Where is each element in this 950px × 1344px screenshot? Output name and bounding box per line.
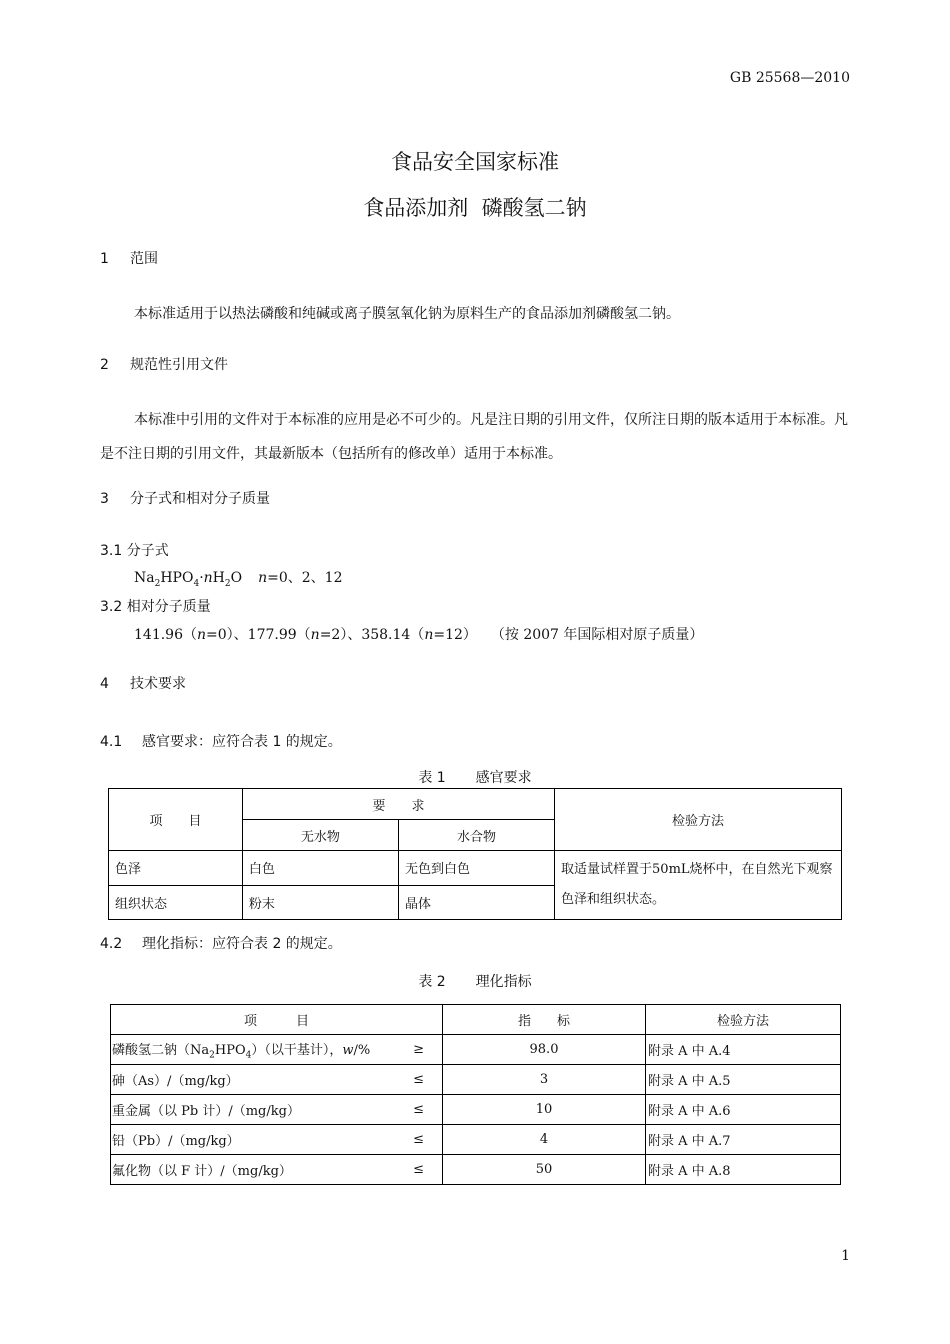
- cell-index: 4: [443, 1125, 646, 1155]
- header-requirement: 要 求: [242, 789, 554, 820]
- table-1-caption: [0, 767, 950, 787]
- cell-symbol: ≤: [378, 1065, 443, 1095]
- mass-part: n: [197, 627, 207, 643]
- item-part: HPO: [214, 1042, 246, 1058]
- standard-number: GB 25568—2010: [729, 70, 850, 86]
- section-1-heading: [100, 248, 158, 268]
- header-item: 项 目: [109, 789, 243, 851]
- mass-part: n: [310, 627, 320, 643]
- cell-symbol: ≥: [378, 1035, 443, 1065]
- cell-item: 氟化物（以 F 计）/（mg/kg）: [111, 1155, 379, 1185]
- caption-number: 表 1: [418, 770, 446, 786]
- cell-index: 50: [443, 1155, 646, 1185]
- header-hydrate: 水合物: [398, 820, 554, 851]
- caption-title: 理化指标: [475, 974, 532, 990]
- item-part: /%: [353, 1042, 371, 1058]
- molecular-mass: [134, 624, 703, 644]
- item-part: 磷酸氢二钠（Na: [112, 1042, 210, 1058]
- section-4-heading: [100, 673, 186, 693]
- cell-anhydrous: 粉末: [242, 885, 398, 920]
- cell-index: 10: [443, 1095, 646, 1125]
- section-title: 技术要求: [130, 676, 186, 692]
- cell-index: 3: [443, 1065, 646, 1095]
- item-part: ）（以干基计），: [251, 1042, 343, 1058]
- section-number: 4.1: [100, 734, 123, 750]
- cell-method: 附录 A 中 A.5: [646, 1065, 841, 1095]
- formula-condition: =0、2、12: [267, 570, 343, 586]
- cell-item: 色泽: [109, 851, 243, 886]
- formula-sub: 4: [193, 578, 200, 589]
- formula-part: ·: [199, 570, 204, 586]
- section-2-heading: [100, 354, 228, 374]
- section-number: 3.2: [100, 599, 123, 615]
- header-index: 指 标: [443, 1005, 646, 1035]
- cell-index: 98.0: [443, 1035, 646, 1065]
- mass-note: （按 2007 年国际相对原子质量）: [490, 627, 704, 643]
- section-number: 3: [100, 491, 109, 507]
- table-2-caption: [0, 971, 950, 991]
- table-row: [109, 851, 842, 886]
- section-4-1-text: [100, 731, 342, 751]
- formula-condition: n: [258, 570, 268, 586]
- section-3-heading: [100, 488, 270, 508]
- section-title: 分子式: [126, 543, 169, 559]
- cell-item: 铅（Pb）/（mg/kg）: [111, 1125, 379, 1155]
- cell-item: 组织状态: [109, 885, 243, 920]
- section-number: 2: [100, 357, 109, 373]
- header-method: 检验方法: [555, 789, 842, 851]
- formula-part: HPO: [160, 570, 194, 586]
- table-1-sensory: [108, 788, 842, 920]
- section-3-1-heading: [100, 540, 169, 560]
- cell-method: 附录 A 中 A.4: [646, 1035, 841, 1065]
- cell-method: 附录 A 中 A.8: [646, 1155, 841, 1185]
- table-2-physicochemical: [110, 1004, 841, 1185]
- header-item: 项 目: [111, 1005, 443, 1035]
- table-row: [111, 1125, 841, 1155]
- cell-method: 取适量试样置于50mL烧杯中，在自然光下观察色泽和组织状态。: [555, 851, 842, 920]
- section-number: 3.1: [100, 543, 123, 559]
- section-title: 规范性引用文件: [130, 357, 228, 373]
- cell-method: 附录 A 中 A.7: [646, 1125, 841, 1155]
- formula-sub: 2: [224, 578, 231, 589]
- formula-part: H: [212, 570, 225, 586]
- section-text: 理化指标：应符合表 2 的规定。: [142, 936, 342, 952]
- cell-anhydrous: 白色: [242, 851, 398, 886]
- page-number: 1: [841, 1248, 850, 1264]
- cell-symbol: ≤: [378, 1095, 443, 1125]
- section-3-2-heading: [100, 596, 211, 616]
- section-2-text: 本标准中引用的文件对于本标准的应用是必不可少的。凡是注日期的引用文件，仅所注日期的版本适用于本标准。凡是不注日期的引用文件，其最新版本（包括所有的修改单）适用于本标准。: [100, 412, 848, 462]
- cell-symbol: ≤: [378, 1155, 443, 1185]
- header-method: 检验方法: [646, 1005, 841, 1035]
- doc-title-line1: 食品安全国家标准: [391, 150, 559, 174]
- section-number: 4.2: [100, 936, 123, 952]
- doc-title-line2: 食品添加剂 磷酸氢二钠: [363, 196, 587, 220]
- cell-hydrate: 晶体: [398, 885, 554, 920]
- formula-part: O: [230, 570, 243, 586]
- cell-method: 附录 A 中 A.6: [646, 1095, 841, 1125]
- cell-item: 砷（As）/（mg/kg）: [111, 1065, 379, 1095]
- mass-part: =12）: [433, 627, 477, 643]
- mass-part: =0）、177.99（: [206, 627, 311, 643]
- section-number: 4: [100, 676, 109, 692]
- section-title: 相对分子质量: [126, 599, 211, 615]
- cell-symbol: ≤: [378, 1125, 443, 1155]
- mass-part: 141.96（: [134, 627, 197, 643]
- caption-title: 感官要求: [475, 770, 532, 786]
- cell-hydrate: 无色到白色: [398, 851, 554, 886]
- formula-part: n: [203, 570, 213, 586]
- item-part: w: [342, 1042, 354, 1058]
- formula-sub: 2: [154, 578, 161, 589]
- caption-number: 表 2: [418, 974, 446, 990]
- header-anhydrous: 无水物: [242, 820, 398, 851]
- molecular-formula: [134, 567, 343, 589]
- table-row: [111, 1035, 841, 1065]
- item-sub: 4: [245, 1050, 252, 1061]
- section-text: 感官要求：应符合表 1 的规定。: [142, 734, 342, 750]
- section-number: 1: [100, 251, 109, 267]
- mass-part: =2）、358.14（: [319, 627, 425, 643]
- formula-part: Na: [134, 570, 155, 586]
- table-row: [111, 1065, 841, 1095]
- section-title: 分子式和相对分子质量: [130, 491, 270, 507]
- cell-item: [111, 1035, 379, 1065]
- section-4-2-text: [100, 933, 342, 953]
- table-row: [111, 1095, 841, 1125]
- section-title: 范围: [130, 251, 158, 267]
- section-1-text: 本标准适用于以热法磷酸和纯碱或离子膜氢氧化钠为原料生产的食品添加剂磷酸氢二钠。: [134, 306, 680, 322]
- table-row: [111, 1155, 841, 1185]
- cell-item: 重金属（以 Pb 计）/（mg/kg）: [111, 1095, 379, 1125]
- item-sub: 2: [209, 1050, 215, 1061]
- mass-part: n: [424, 627, 434, 643]
